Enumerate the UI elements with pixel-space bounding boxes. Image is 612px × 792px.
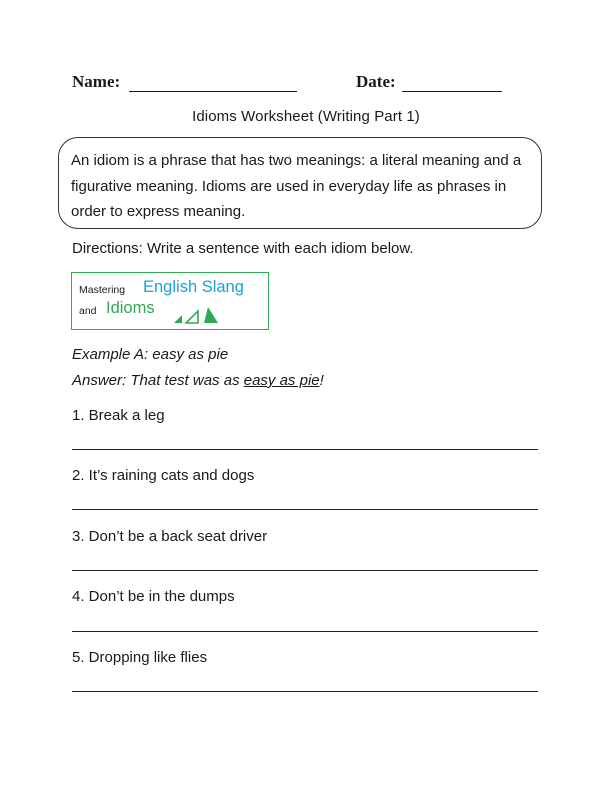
- example-prompt: Example A: easy as pie: [72, 346, 229, 363]
- mastering-english-slang-logo: [71, 272, 269, 330]
- answer-end-text: !: [319, 372, 324, 389]
- idiom-item: 4. Don’t be in the dumps: [72, 588, 235, 605]
- idiom-item: 2. It’s raining cats and dogs: [72, 467, 255, 484]
- idiom-item: 3. Don’t be a back seat driver: [72, 528, 268, 545]
- logo-mastering-text: Mastering: [79, 284, 126, 296]
- example-answer: [72, 372, 324, 389]
- idiom-item: 1. Break a leg: [72, 407, 165, 424]
- logo-idioms-text: Idioms: [106, 299, 155, 317]
- triangle-icons: [172, 303, 222, 325]
- directions-text: Directions: Write a sentence with each idiom below.: [72, 240, 414, 257]
- answer-line[interactable]: [72, 631, 538, 632]
- definition-box: An idiom is a phrase that has two meanings: a literal meaning and a figurative meaning. Idioms are used in everyday life as phrases in order to express meaning.: [58, 137, 542, 229]
- worksheet-title: Idioms Worksheet (Writing Part 1): [192, 108, 420, 125]
- answer-line[interactable]: [72, 691, 538, 692]
- outline-triangle-icon: [186, 311, 198, 323]
- logo-english-slang-text: English Slang: [143, 278, 244, 296]
- answer-line[interactable]: [72, 449, 538, 450]
- logo-and-text: and: [79, 305, 97, 317]
- large-triangle-icon: [204, 307, 218, 323]
- name-blank-line[interactable]: [129, 91, 297, 92]
- date-blank-line[interactable]: [402, 91, 502, 92]
- name-label: Name:: [72, 72, 121, 91]
- header-row: [72, 72, 512, 96]
- small-triangle-icon: [174, 315, 182, 323]
- answer-idiom-text: easy as pie: [243, 372, 320, 389]
- answer-lead-text: Answer: That test was as: [72, 372, 244, 389]
- answer-line[interactable]: [72, 509, 538, 510]
- date-label: Date:: [356, 72, 396, 91]
- answer-line[interactable]: [72, 570, 538, 571]
- idiom-item: 5. Dropping like flies: [72, 649, 208, 666]
